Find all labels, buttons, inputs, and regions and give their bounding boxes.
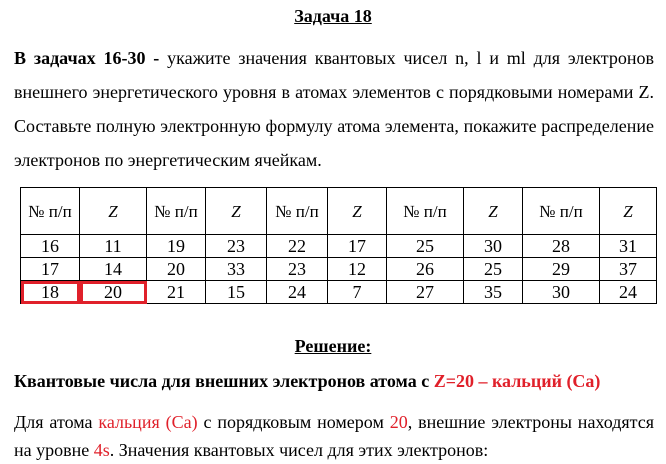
task-text: укажите значения квантовых чисел n, l и ml для электронов внешнего энергетического уровня в атомах элементов с порядковыми номерами Z. Составьте полную электронную формулу атома элемента, покажите распределение электронов по энергетическим ячейкам. xyxy=(14,48,655,170)
table-row xyxy=(21,235,657,258)
table-cell: 15 xyxy=(206,281,267,304)
header-z: Z xyxy=(206,188,267,235)
para-element-name: кальция (Ca) xyxy=(98,412,198,432)
table-cell: 31 xyxy=(600,235,657,258)
table-cell: 19 xyxy=(147,235,206,258)
task-lead: В задачах 16-30 - xyxy=(14,48,160,68)
table-header-row xyxy=(21,188,657,235)
table-cell: 11 xyxy=(80,235,147,258)
table-cell: 25 xyxy=(464,258,523,281)
header-z: Z xyxy=(464,188,523,235)
header-num: № п/п xyxy=(523,188,600,235)
header-num: № п/п xyxy=(387,188,464,235)
table-cell: 23 xyxy=(206,235,267,258)
table-cell: 7 xyxy=(328,281,387,304)
table-cell: 29 xyxy=(523,258,600,281)
table-cell: 17 xyxy=(328,235,387,258)
header-num: № п/п xyxy=(147,188,206,235)
para-sublevel: 4s xyxy=(93,440,110,460)
highlighted-cell-z: 20 xyxy=(80,281,147,304)
table-cell: 27 xyxy=(387,281,464,304)
para-text: с порядковым номером xyxy=(197,412,390,432)
table-row xyxy=(21,281,657,304)
variants-table xyxy=(20,187,657,304)
task-title: Задача 18 xyxy=(294,6,372,26)
subheading-element: Z=20 – кальций (Ca) xyxy=(433,371,601,391)
table-cell: 24 xyxy=(600,281,657,304)
solution-heading: Решение: xyxy=(294,336,372,356)
table-cell: 23 xyxy=(267,258,328,281)
table-cell: 37 xyxy=(600,258,657,281)
header-z: Z xyxy=(80,188,147,235)
header-num: № п/п xyxy=(21,188,80,235)
table-cell: 20 xyxy=(147,258,206,281)
subheading-prefix: Квантовые числа для внешних электронов атома с xyxy=(14,371,434,391)
table-cell: 33 xyxy=(206,258,267,281)
table-cell: 26 xyxy=(387,258,464,281)
para-text: . Значения квантовых чисел для этих электронов: xyxy=(109,440,489,460)
table-cell: 28 xyxy=(523,235,600,258)
task-statement xyxy=(14,41,654,177)
header-num: № п/п xyxy=(267,188,328,235)
table-cell: 21 xyxy=(147,281,206,304)
quantum-subheading xyxy=(14,371,600,392)
header-z: Z xyxy=(600,188,657,235)
para-text: , внешние электроны находятся на уровне xyxy=(14,412,655,460)
highlighted-cell-variant: 18 xyxy=(21,281,80,304)
table-cell: 35 xyxy=(464,281,523,304)
table-cell: 16 xyxy=(21,235,80,258)
table-cell: 17 xyxy=(21,258,80,281)
table-cell: 25 xyxy=(387,235,464,258)
solution-paragraph xyxy=(14,408,654,464)
para-text: Для атома xyxy=(14,412,99,432)
para-atomic-number: 20 xyxy=(389,412,408,432)
table-row xyxy=(21,258,657,281)
table-cell: 22 xyxy=(267,235,328,258)
table-cell: 30 xyxy=(464,235,523,258)
table-cell: 24 xyxy=(267,281,328,304)
table-cell: 12 xyxy=(328,258,387,281)
table-cell: 30 xyxy=(523,281,600,304)
header-z: Z xyxy=(328,188,387,235)
table-cell: 14 xyxy=(80,258,147,281)
